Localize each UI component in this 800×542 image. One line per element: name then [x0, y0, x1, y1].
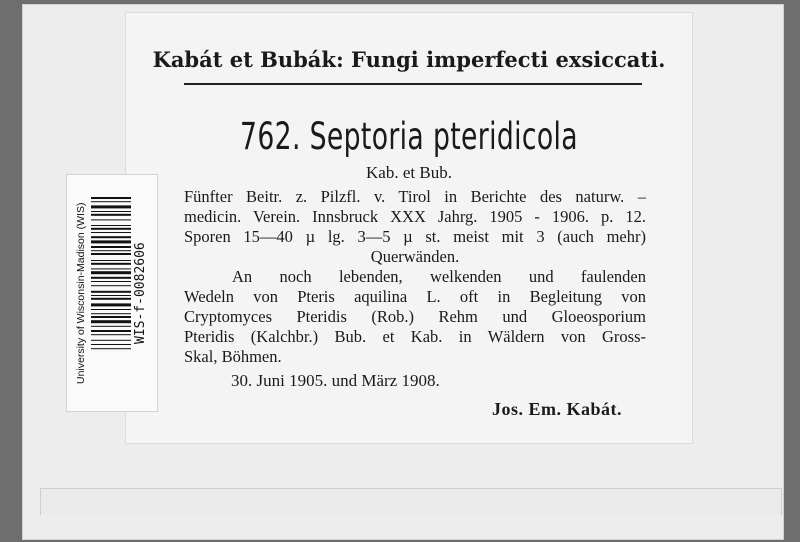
barcode-institution: University of Wisconsin-Madison (WIS): [75, 202, 87, 384]
header-rule: [184, 83, 642, 85]
collector-name: Jos. Em. Kabát.: [491, 399, 622, 419]
barcode-label: [66, 174, 158, 412]
description-line: Skal, Böhmen.: [184, 347, 282, 366]
description-line: Sporen 15—40 µ lg. 3—5 µ st. meist mit 3 (auch mehr): [184, 227, 646, 246]
collection-date: 30. Juni 1905. und März 1908.: [231, 371, 440, 390]
sheet-lower-fold: [40, 488, 782, 515]
description-line: An noch lebenden, welkenden und faulenden: [232, 267, 646, 286]
species-title: 762. Septoria pteridicola: [240, 115, 578, 158]
label-description: [184, 187, 646, 367]
description-line: Cryptomyces Pteridis (Rob.) Rehm und Gloeosporium: [184, 307, 646, 326]
description-line: Fünfter Beitr. z. Pilzfl. v. Tirol in Berichte des naturw. –: [184, 187, 646, 206]
barcode-number: WIS-f-0082606: [133, 242, 148, 344]
series-header: Kabát et Bubák: Fungi imperfecti exsiccati.: [152, 47, 666, 72]
species-authors: Kab. et Bub.: [366, 163, 452, 182]
specimen-label: [125, 12, 693, 444]
description-line: Querwänden.: [370, 247, 460, 266]
description-line: Pteridis (Kalchbr.) Bub. et Kab. in Wäldern von Gross-: [184, 327, 646, 346]
description-line: medicin. Verein. Innsbruck XXX Jahrg. 1905 - 1906. p. 12.: [184, 207, 646, 226]
description-line: Wedeln von Pteris aquilina L. oft in Begleitung von: [184, 287, 646, 306]
barcode-icon: [91, 197, 131, 397]
